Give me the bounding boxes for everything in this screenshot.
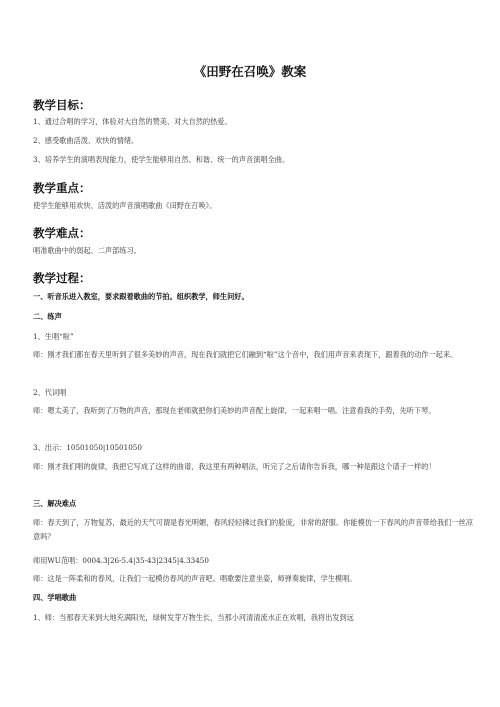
difficulty-text: 唱准歌曲中的弱起、二声部练习。: [33, 246, 141, 255]
step-2-item-1-text: 师：刚才我们都在春天里听到了很多美妙的声音，现在我们就把它们融到“啦”这个音中，我们用声音来表现下，跟着我的动作一起来。: [33, 350, 458, 359]
step-1: 一、听音乐进入教室，要求跟着歌曲的节拍。组织教学，师生问好。: [33, 292, 249, 301]
page-title: 《田野在召唤》教案: [193, 64, 307, 79]
goal-item-1: 1、通过合唱的学习，体验对大自然的赞美、对大自然的热爱。: [33, 117, 232, 126]
step-4: 四、学唱歌曲: [33, 593, 77, 602]
goals-heading: 教学目标：: [33, 98, 91, 112]
step-2: 二、练声: [33, 312, 62, 321]
key-points-text: 使学生能够用欢快、活泼的声音演唱歌曲《田野在召唤》。: [33, 201, 217, 210]
step-2-item-3: 3、出示：10501050|10501050: [33, 443, 142, 452]
step-2-item-2: 2、代词唱: [33, 388, 67, 397]
step-2-item-3-text: 师：刚才我们唱的旋律，我把它写成了这样的曲谱，我这里有两种唱法，听完了之后请你告诉我，哪一种是跟这个谱子一样的！: [33, 462, 436, 471]
step-2-item-2-text: 师：嗯太美了，我听到了万物的声音，那现在老师就把你们美妙的声音配上旋律，一起来唱一唱。注意看我的手势，先听下琴。: [33, 406, 436, 415]
difficulty-heading: 教学难点：: [33, 226, 91, 240]
goal-item-2: 2、感受歌曲活泼、欢快的情绪。: [33, 136, 139, 145]
step-2-item-1: 1、生唱“啦”: [33, 332, 74, 341]
step-3: 三、解决难点: [33, 499, 77, 508]
step-3-demo: 师用WU范唱：0004.3|26-5.4|35-43|2345|4.33450: [33, 556, 209, 565]
step-4-text: 1、师：当那春天来到大地充满阳光，绿树发芽万物生长，当那小河清清流水正在欢唱，我将出发到远: [33, 613, 354, 622]
step-3-text: 师：春天到了，万物复苏，最近的天气可谓是春光明媚，春风轻轻拂过我们的脸庞，非常的舒服。你能模仿一下春风的声音带给我们一丝凉意吗？: [33, 518, 473, 541]
process-heading: 教学过程：: [33, 271, 91, 285]
goal-item-3: 3、培养学生的演唱表现能力，使学生能够用自然、和谐、统一的声音演唱全曲。: [33, 155, 290, 164]
key-points-heading: 教学重点：: [33, 181, 91, 195]
step-3-text-2: 师：这是一阵柔和的春风，让我们一起模仿春风的声音吧。唱歌要注意坐姿，师弹奏旋律，学生模唱。: [33, 574, 357, 583]
